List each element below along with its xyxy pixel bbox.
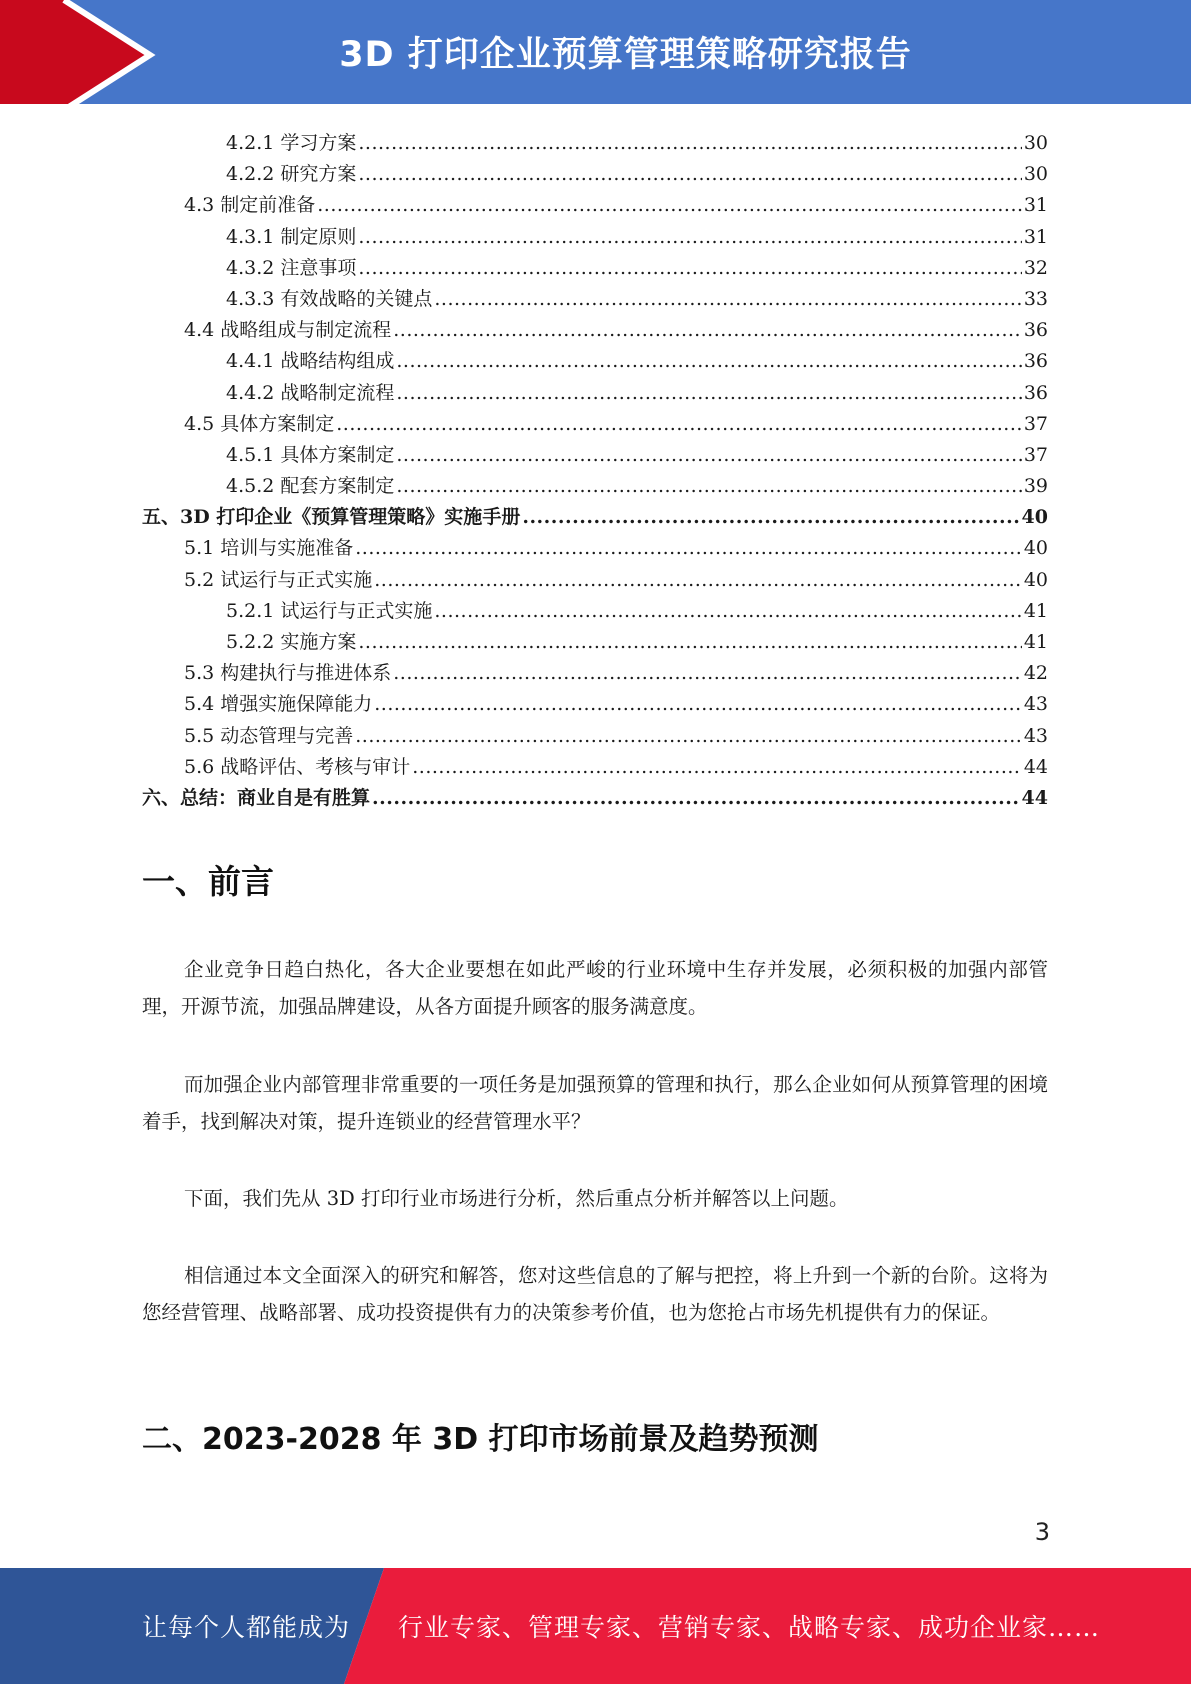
section-heading-market-forecast: 二、2023-2028 年 3D 打印市场前景及趋势预测 [142, 1422, 819, 1457]
toc-entry[interactable] [142, 253, 1048, 284]
toc-entry-label: 五、3D 打印企业《预算管理策略》实施手册 [142, 506, 521, 529]
toc-entry[interactable] [142, 378, 1048, 409]
toc-entry[interactable] [142, 689, 1048, 720]
toc-dot-leader [358, 253, 1021, 284]
toc-entry-label: 5.1 培训与实施准备 [184, 537, 354, 560]
toc-entry-label: 4.2.2 研究方案 [226, 163, 357, 186]
toc-dot-leader [522, 502, 1019, 533]
toc-dot-leader [317, 190, 1022, 221]
toc-entry[interactable] [142, 190, 1048, 221]
toc-entry-label: 4.4.1 战略结构组成 [226, 350, 395, 373]
toc-dot-leader [396, 440, 1021, 471]
toc-entry-page: 36 [1023, 319, 1048, 342]
toc-dot-leader [374, 689, 1022, 720]
toc-dot-leader [396, 378, 1021, 409]
toc-dot-leader [358, 222, 1021, 253]
toc-entry-page: 42 [1023, 662, 1048, 685]
toc-dot-leader [355, 721, 1022, 752]
toc-dot-leader [355, 533, 1022, 564]
toc-dot-leader [336, 409, 1022, 440]
toc-dot-leader [358, 159, 1021, 190]
toc-entry[interactable] [142, 346, 1048, 377]
toc-entry[interactable] [142, 409, 1048, 440]
toc-entry[interactable] [142, 596, 1048, 627]
toc-entry-label: 5.6 战略评估、考核与审计 [184, 755, 411, 778]
paragraph: 而加强企业内部管理非常重要的一项任务是加强预算的管理和执行，那么企业如何从预算管理的困境着手，找到解决对策，提升连锁业的经营管理水平？ [142, 1073, 1048, 1133]
toc-entry-page: 43 [1023, 724, 1048, 747]
toc-entry-label: 5.2.2 实施方案 [226, 631, 357, 653]
toc-entry[interactable] [142, 627, 1048, 658]
toc-entry[interactable] [142, 721, 1048, 752]
toc-entry-page: 31 [1023, 194, 1048, 217]
toc-entry-page: 44 [1021, 786, 1048, 809]
toc-entry-page: 44 [1023, 755, 1048, 778]
toc-entry-page: 36 [1023, 350, 1048, 373]
toc-entry-page: 32 [1023, 256, 1048, 279]
toc-entry-label: 5.2.1 试运行与正式实施 [226, 599, 433, 622]
table-of-contents [142, 128, 1048, 814]
toc-entry[interactable] [142, 222, 1048, 253]
toc-entry-page: 30 [1023, 132, 1048, 154]
toc-entry-page: 30 [1023, 163, 1048, 186]
footer-slogan-right: 行业专家、管理专家、营销专家、战略专家、成功企业家…… [398, 1613, 1101, 1642]
toc-entry-page: 40 [1021, 506, 1048, 529]
toc-entry-page: 31 [1023, 225, 1048, 248]
toc-dot-leader [358, 627, 1021, 658]
toc-entry-label: 4.4.2 战略制定流程 [226, 381, 395, 404]
toc-dot-leader [434, 284, 1021, 315]
toc-entry[interactable] [142, 533, 1048, 564]
toc-entry[interactable] [142, 783, 1048, 814]
toc-dot-leader [434, 596, 1021, 627]
toc-entry[interactable] [142, 658, 1048, 689]
toc-entry-label: 5.2 试运行与正式实施 [184, 568, 373, 591]
toc-dot-leader [393, 315, 1022, 346]
toc-entry[interactable] [142, 128, 1048, 159]
toc-entry-label: 4.3.1 制定原则 [226, 225, 357, 248]
toc-entry-label: 六、总结：商业自是有胜算 [142, 786, 371, 809]
toc-entry-page: 41 [1023, 599, 1048, 622]
page-number: 3 [1034, 1518, 1050, 1546]
toc-entry-page: 40 [1023, 568, 1048, 591]
toc-entry-label: 4.5 具体方案制定 [184, 412, 335, 435]
header-title: 3D 打印企业预算管理策略研究报告 [339, 35, 912, 75]
toc-dot-leader [396, 346, 1021, 377]
toc-dot-leader [372, 783, 1020, 814]
toc-entry[interactable] [142, 284, 1048, 315]
toc-dot-leader [396, 471, 1021, 502]
section-heading-preface: 一、前言 [142, 862, 274, 901]
toc-entry-page: 33 [1023, 287, 1048, 310]
toc-entry-label: 4.2.1 学习方案 [226, 132, 357, 154]
paragraph: 下面，我们先从 3D 打印行业市场进行分析，然后重点分析并解答以上问题。 [184, 1187, 849, 1210]
toc-entry-label: 4.5.2 配套方案制定 [226, 475, 395, 498]
page-header [0, 0, 1191, 110]
page-footer [0, 1568, 1191, 1684]
toc-entry-page: 40 [1023, 537, 1048, 560]
toc-entry[interactable] [142, 565, 1048, 596]
toc-entry-page: 36 [1023, 381, 1048, 404]
paragraph: 相信通过本文全面深入的研究和解答，您对这些信息的了解与把控，将上升到一个新的台阶。这将为您经营管理、战略部署、成功投资提供有力的决策参考价值，也为您抢占市场先机提供有力的保证。 [142, 1264, 1048, 1324]
toc-entry-label: 4.3 制定前准备 [184, 194, 316, 217]
toc-entry-label: 4.3.3 有效战略的关键点 [226, 287, 433, 310]
toc-entry-page: 37 [1023, 443, 1048, 466]
toc-entry-page: 41 [1023, 631, 1048, 653]
toc-entry-page: 43 [1023, 693, 1048, 716]
toc-entry[interactable] [142, 315, 1048, 346]
toc-entry[interactable] [142, 440, 1048, 471]
toc-entry-label: 5.5 动态管理与完善 [184, 724, 354, 747]
toc-entry-label: 4.4 战略组成与制定流程 [184, 319, 392, 342]
toc-entry[interactable] [142, 502, 1048, 533]
toc-entry-page: 39 [1023, 475, 1048, 498]
footer-slogan-left: 让每个人都能成为 [142, 1613, 351, 1642]
toc-entry-page: 37 [1023, 412, 1048, 435]
toc-entry[interactable] [142, 159, 1048, 190]
toc-dot-leader [393, 658, 1022, 689]
toc-dot-leader [412, 752, 1022, 783]
toc-entry[interactable] [142, 471, 1048, 502]
toc-dot-leader [374, 565, 1022, 596]
paragraph: 企业竞争日趋白热化，各大企业要想在如此严峻的行业环境中生存并发展，必须积极的加强内部管理，开源节流，加强品牌建设，从各方面提升顾客的服务满意度。 [142, 958, 1048, 1018]
toc-entry[interactable] [142, 752, 1048, 783]
toc-entry-label: 4.3.2 注意事项 [226, 256, 357, 279]
toc-entry-label: 5.4 增强实施保障能力 [184, 693, 373, 716]
toc-entry-label: 4.5.1 具体方案制定 [226, 443, 395, 466]
toc-entry-label: 5.3 构建执行与推进体系 [184, 662, 392, 685]
toc-dot-leader [358, 128, 1021, 159]
